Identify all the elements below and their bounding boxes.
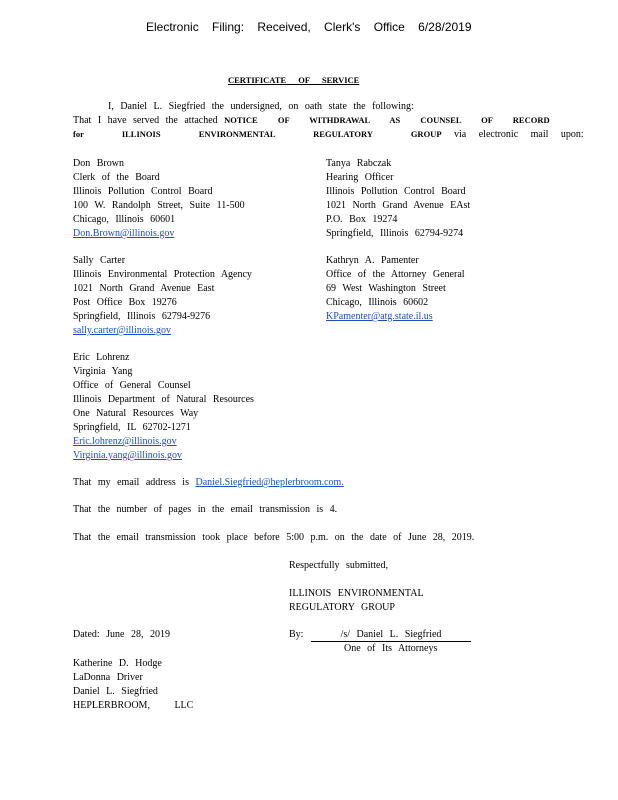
service-method: via electronic mail upon: — [454, 129, 584, 140]
intro-line-2 — [73, 115, 550, 126]
attorney-name: LaDonna Driver — [73, 672, 143, 683]
attorney-list — [73, 657, 193, 713]
org-line: ILLINOIS ENVIRONMENTAL — [289, 588, 424, 599]
attorney-name: Katherine D. Hodge — [73, 658, 162, 669]
recipient-line: Office of General Counsel — [73, 380, 191, 391]
recipient-line: One Natural Resources Way — [73, 408, 199, 419]
recipient-line: 100 W. Randolph Street, Suite 11-500 — [73, 200, 245, 211]
recipient-kathryn-pamenter — [326, 254, 465, 324]
recipient-don-brown — [73, 157, 245, 241]
recipient-line: Chicago, Illinois 60601 — [73, 214, 176, 225]
recipient-line: Chicago, Illinois 60602 — [326, 297, 429, 308]
by-label: By: — [289, 629, 304, 640]
recipient-line: 1021 North Grand Avenue EAst — [326, 200, 471, 211]
document-title: CERTIFICATE OF SERVICE — [228, 75, 360, 85]
intro-line-3 — [73, 129, 584, 140]
recipient-line: Clerk of the Board — [73, 172, 160, 183]
recipient-line: Tanya Rabczak — [326, 158, 392, 169]
recipient-line: 1021 North Grand Avenue East — [73, 283, 215, 294]
recipient-line: Eric Lohrenz — [73, 352, 130, 363]
recipient-idnr — [73, 351, 254, 463]
pages-statement: That the number of pages in the email transmission is 4. — [73, 504, 338, 515]
intro-line-2-text: That I have served the attached — [73, 115, 218, 126]
recipient-line: P.O. Box 19274 — [326, 214, 398, 225]
intro-line-1: I, Daniel L. Siegfried the undersigned, on oath state the following: — [108, 101, 414, 112]
signature-text: /s/ Daniel L. Siegfried — [340, 629, 442, 640]
closing: Respectfully submitted, — [289, 560, 388, 571]
org-block — [289, 587, 424, 615]
recipient-line: Springfield, IL 62702-1271 — [73, 422, 191, 433]
email-link[interactable]: Don.Brown@illinois.gov — [73, 228, 175, 239]
recipient-line: Kathryn A. Pamenter — [326, 255, 419, 266]
email-link[interactable]: KPamenter@atg.state.il.us — [326, 311, 433, 322]
time-statement: That the email transmission took place before 5:00 p.m. on the date of June 28, 2019. — [73, 532, 475, 543]
recipient-line: Post Office Box 19276 — [73, 297, 177, 308]
firm-name: HEPLERBROOM, LLC — [73, 700, 194, 711]
email-link[interactable]: sally.carter@illinois.gov — [73, 325, 171, 336]
recipient-line: Illinois Environmental Protection Agency — [73, 269, 252, 280]
filing-header: Electronic Filing: Received, Clerk's Office 6/28/2019 — [146, 20, 472, 34]
notice-title: NOTICE OF WITHDRAWAL AS COUNSEL OF RECORD — [224, 115, 550, 125]
recipient-line: Illinois Pollution Control Board — [73, 186, 213, 197]
recipient-line: Springfield, Illinois 62794-9276 — [73, 311, 211, 322]
recipient-line: Illinois Department of Natural Resources — [73, 394, 254, 405]
recipient-line: Springfield, Illinois 62794-9274 — [326, 228, 464, 239]
org-line: REGULATORY GROUP — [289, 602, 395, 613]
dated-line: Dated: June 28, 2019 — [73, 629, 170, 640]
email-link[interactable]: Virginia.yang@illinois.gov — [73, 450, 182, 461]
recipient-line: Office of the Attorney General — [326, 269, 465, 280]
recipient-line: Hearing Officer — [326, 172, 394, 183]
sender-email-link[interactable]: Daniel.Siegfried@heplerbroom.com. — [195, 477, 344, 488]
email-link[interactable]: Eric.lohrenz@illinois.gov — [73, 436, 177, 447]
signature-role: One of Its Attorneys — [344, 643, 438, 654]
email-statement-text: That my email address is — [73, 477, 189, 488]
recipient-tanya-rabczak — [326, 157, 470, 241]
recipient-line: Sally Carter — [73, 255, 126, 266]
email-statement — [73, 477, 344, 488]
recipient-line: Don Brown — [73, 158, 124, 169]
client-name: for ILLINOIS ENVIRONMENTAL REGULATORY GROUP — [73, 129, 442, 139]
recipient-line: Illinois Pollution Control Board — [326, 186, 466, 197]
recipient-line: Virginia Yang — [73, 366, 133, 377]
recipient-sally-carter — [73, 254, 252, 338]
recipient-line: 69 West Washington Street — [326, 283, 446, 294]
attorney-name: Daniel L. Siegfried — [73, 686, 158, 697]
signature — [311, 629, 471, 642]
